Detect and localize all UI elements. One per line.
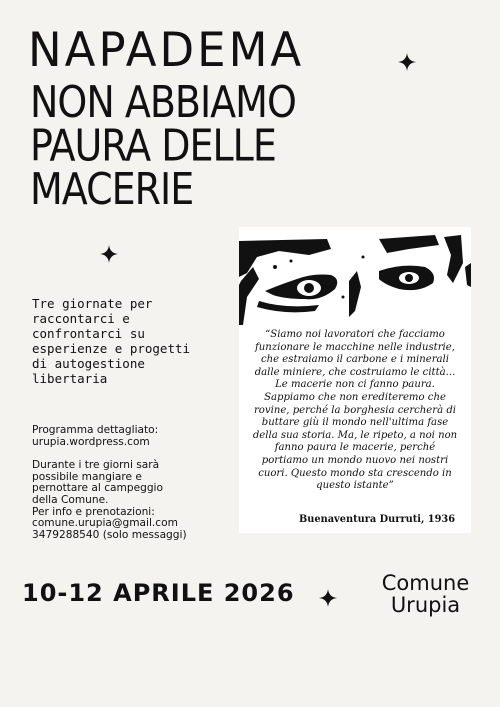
subtitle-line: PAURA DELLE — [30, 120, 276, 171]
event-title: NAPADEMA — [28, 21, 305, 78]
stay-line: possibile mangiare e — [32, 470, 142, 483]
intro-line: di autogestione — [32, 356, 145, 371]
quote-author: Buenaventura Durruti, 1936 — [298, 514, 456, 525]
sparkle-icon — [319, 589, 337, 607]
quote-line: della sua storia. Ma, le ripeto, a noi non — [252, 429, 458, 441]
intro-line: Tre giornate per — [32, 296, 153, 311]
intro-line: raccontarci e — [32, 311, 130, 326]
quote-line: cuori. Questo mondo sta crescendo in — [258, 467, 452, 479]
quote-line: rovine, perché la borghesia cercherà di — [253, 404, 457, 416]
quote-line: portiamo un mondo nuovo nei nostri — [261, 454, 449, 466]
organizer-line: Comune — [381, 571, 470, 595]
contact-email[interactable]: comune.urupia@gmail.com — [32, 517, 178, 530]
sparkle-icon — [100, 245, 118, 263]
stay-line: della Comune. — [32, 493, 109, 506]
quote-line: “Siamo noi lavoratori che facciamo — [265, 329, 445, 340]
eyes-photo — [239, 227, 471, 327]
intro-line: confrontarci su — [32, 326, 145, 341]
program-link[interactable]: urupia.wordpress.com — [32, 435, 150, 448]
stay-line: Durante i tre giorni sarà — [32, 459, 160, 472]
quote-line: fanno paura le macerie, perché — [274, 442, 436, 454]
sparkle-icon — [398, 53, 416, 71]
subtitle-line: NON ABBIAMO — [30, 76, 296, 128]
quote-line: funzionare le macchine nelle industrie, — [255, 341, 455, 353]
quote-card — [239, 227, 471, 533]
event-dates: 10-12 APRILE 2026 — [22, 579, 295, 607]
organizer-name — [378, 572, 473, 616]
contact-label: Per info e prenotazioni: — [32, 505, 155, 518]
intro-line: esperienze e progetti — [32, 341, 191, 356]
quote-line: Sappiamo che non erediteremo che — [264, 391, 446, 403]
quote-line: che estraiamo il carbone e i minerali — [260, 354, 450, 366]
stay-line: pernottare al campeggio — [32, 482, 163, 495]
info-block — [32, 425, 222, 541]
quote-line: dalle miniere, che costruiamo le città... — [254, 366, 456, 378]
intro-text — [32, 296, 212, 386]
quote-text — [247, 329, 463, 493]
intro-line: libertaria — [32, 371, 108, 386]
quote-line: questo istante” — [316, 480, 394, 492]
quote-line: Le macerie non ci fanno paura. — [275, 379, 435, 391]
program-label: Programma dettagliato: — [32, 424, 159, 436]
quote-line: buttare giù il mondo nell'ultima fase — [261, 417, 449, 429]
organizer-line: Urupia — [390, 593, 461, 617]
event-subtitle — [30, 76, 296, 215]
contact-phone[interactable]: 3479288540 (solo messaggi) — [32, 528, 187, 541]
subtitle-line: MACERIE — [30, 163, 194, 215]
